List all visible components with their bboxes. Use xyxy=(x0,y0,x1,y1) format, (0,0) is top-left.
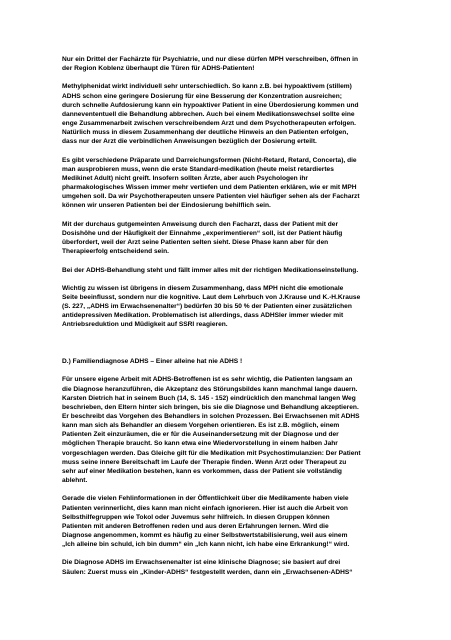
text-line: Er beschreibt das Vorgehen des Behandlers in solchen Prozessen. Bei Erwachsenen mit ADHS xyxy=(62,412,360,420)
text-line: Patienten Zeit einzuräumen, die er für die Auseinandersetzung mit der Diagnose und der xyxy=(62,431,339,439)
paragraph-anweisung xyxy=(62,220,402,257)
text-line: Dosishöhe und der Häufigkeit der Einnahme „experimentieren“ soll, ist der Patient häufig xyxy=(62,229,343,237)
paragraph-praeparate xyxy=(62,156,402,211)
text-line: überfordert, weil der Arzt seine Patienten selten sieht. Diese Phase kann aber für den xyxy=(62,239,329,247)
text-line: Seite beeinflusst, sondern nur die kognitive. Laut dem Lehrbuch von J.Krause und K.-H.Krause xyxy=(62,293,361,301)
text-line: „Ich alleine bin schuld, ich bin dumm“ ein „Ich kann nicht, ich habe eine Erkrankung!“ wird. xyxy=(62,541,350,549)
text-line: Mit der durchaus gutgemeinten Anweisung durch den Facharzt, dass der Patient mit der xyxy=(62,220,339,228)
text-line: ADHS schon eine geringere Dosierung für eine Besserung der Konzentration ausreichen; xyxy=(62,92,342,100)
text-line: Patienten verinnerlicht, dies kann man nicht einfach ignorieren. Hier ist auch die Arbeit von xyxy=(62,504,348,512)
text-line: der Region Koblenz überhaupt die Türen für ADHS-Patienten! xyxy=(62,65,255,73)
document-body xyxy=(62,55,402,586)
text-line: Wichtig zu wissen ist übrigens in diesem Zusammenhang, dass MPH nicht die emotionale xyxy=(62,284,344,292)
text-line: Therapieerfolg entscheidend sein. xyxy=(62,248,169,256)
paragraph-fehlinformationen xyxy=(62,494,402,549)
text-line: Diagnose angenommen, kommt es häufig zu einer Selbstwertstabilisierung, weil aus einem xyxy=(62,531,348,539)
text-line: Für unsere eigene Arbeit mit ADHS-Betroffenen ist es sehr wichtig, die Patienten langsam an xyxy=(62,376,353,384)
text-line: durch schnelle Aufdosierung kann ein hypoaktiver Patient in eine Überdosierung kommen und xyxy=(62,101,359,109)
text-line: umgehen soll. Da wir Psychotherapeuten unsere Patienten viel häufiger sehen als der Facharzt xyxy=(62,193,360,201)
text-line: man ausprobieren muss, wenn die erste Standard-medikation (heute meist retardiertes xyxy=(62,165,334,173)
section-heading: D.) Familiendiagnose ADHS – Einer alleine hat nie ADHS ! xyxy=(62,358,243,366)
text-line: Methylphenidat wirkt individuell sehr unterschiedlich. So kann z.B. bei hypoaktivem (stillem) xyxy=(62,83,352,91)
text-line: möglichen Therapie braucht. So kann etwa eine Wiedervorstellung in einem halben Jahr xyxy=(62,440,338,448)
text-line: Säulen: Zuerst muss ein „Kinder-ADHS“ festgestellt werden, dann ein „Erwachsenen-ADHS“ xyxy=(62,568,353,576)
paragraph-eigene-arbeit xyxy=(62,375,402,485)
paragraph-wichtig xyxy=(62,284,402,330)
text-line: Karsten Dietrich hat in seinem Buch (14, S. 145 - 152) eindrücklich den manchmal langen Weg xyxy=(62,394,356,402)
text-line: ablehnt. xyxy=(62,477,88,485)
text-line: Selbsthilfegruppen wie Tokol oder Juvemus sehr hilfreich. In diesen Gruppen können xyxy=(62,513,330,521)
text-line: pharmakologisches Wissen immer mehr vertiefen und dem Patienten erklären, wie er mit MPH xyxy=(62,184,357,192)
text-line: muss seine innere Bereitschaft im Laufe der Therapie finden. Wenn Arzt oder Therapeut zu xyxy=(62,458,347,466)
text-line: dannevententuell die Behandlung abbrechen. Auch bei einem Medikationswechsel sollte eine xyxy=(62,110,355,118)
text-line: Nur ein Drittel der Fachärzte für Psychiatrie, und nur diese dürfen MPH verschreiben, öffnen in xyxy=(62,56,359,63)
text-line: die Diagnose heranzuführen, die Akzeptanz des Störungsbildes kann manchmal lange dauern. xyxy=(62,385,358,393)
text-line: Gerade die vielen Fehlinformationen in der Öffentlichkeit über die Medikamente haben viele xyxy=(62,495,349,503)
text-line: Antriebsreduktion und Müdigkeit auf SSRI reagieren. xyxy=(62,321,228,329)
text-line: kann man sich als Behandler an diesem Vorgehen orientieren. Es ist z.B. möglich, einem xyxy=(62,422,340,430)
text-line: dass nur der Arzt die verbindlichen Anweisungen bezüglich der Dosierung erteilt. xyxy=(62,138,317,146)
paragraph-methylphenidat xyxy=(62,82,402,146)
text-line: können wir unseren Patienten bei der Eindosierung behilflich sein. xyxy=(62,202,271,210)
text-line: antidepressiven Medikation. Problematisch ist allerdings, dass ADHSler immer wieder mit xyxy=(62,312,344,320)
text-line: (S. 227, „ADHS im Erwachsenenalter“) bedürfen 30 bis 50 % der Patienten einer zusätzlichen xyxy=(62,303,352,311)
section-spacer xyxy=(62,339,402,357)
text-line: beschrieben, den Eltern hinter sich bringen, bis sie die Diagnose und Behandlung akzeptieren. xyxy=(62,403,359,411)
text-line: Es gibt verschiedene Präparate und Darreichungsformen (Nicht-Retard, Retard, Concerta), die xyxy=(62,156,357,164)
text-line: sehr auf einer Medikation bestehen, kann es vorkommen, dass der Patient sie vollständig xyxy=(62,467,342,475)
text-line: enge Zusammenarbeit zwischen verschreibendem Arzt und dem Psychotherapeuten erfolgen. xyxy=(62,120,356,128)
text-line: vorgeschlagen werden. Das Gleiche gilt für die Medikation mit Psychostimulanzien: Der Patient xyxy=(62,449,361,457)
text-line: Natürlich muss in diesem Zusammenhang der deutliche Hinweis an den Patienten erfolgen, xyxy=(62,129,349,137)
text-line: Patienten mit anderen Betroffenen reden und aus deren Erfahrungen lernen. Wird die xyxy=(62,522,329,530)
paragraph-behandlung xyxy=(62,266,402,275)
text-line: Medikinet Adult) nicht greift. Insofern sollten Ärzte, aber auch Psychologen ihr xyxy=(62,175,308,182)
paragraph-diagnose-erwachsene xyxy=(62,558,402,576)
text-line: Die Diagnose ADHS im Erwachsenenalter ist eine klinische Diagnose; sie basiert auf drei xyxy=(62,559,341,567)
paragraph-adhs-access xyxy=(62,55,402,73)
text-line: Bei der ADHS-Behandlung steht und fällt immer alles mit der richtigen Medikationseinstellung. xyxy=(62,266,359,274)
